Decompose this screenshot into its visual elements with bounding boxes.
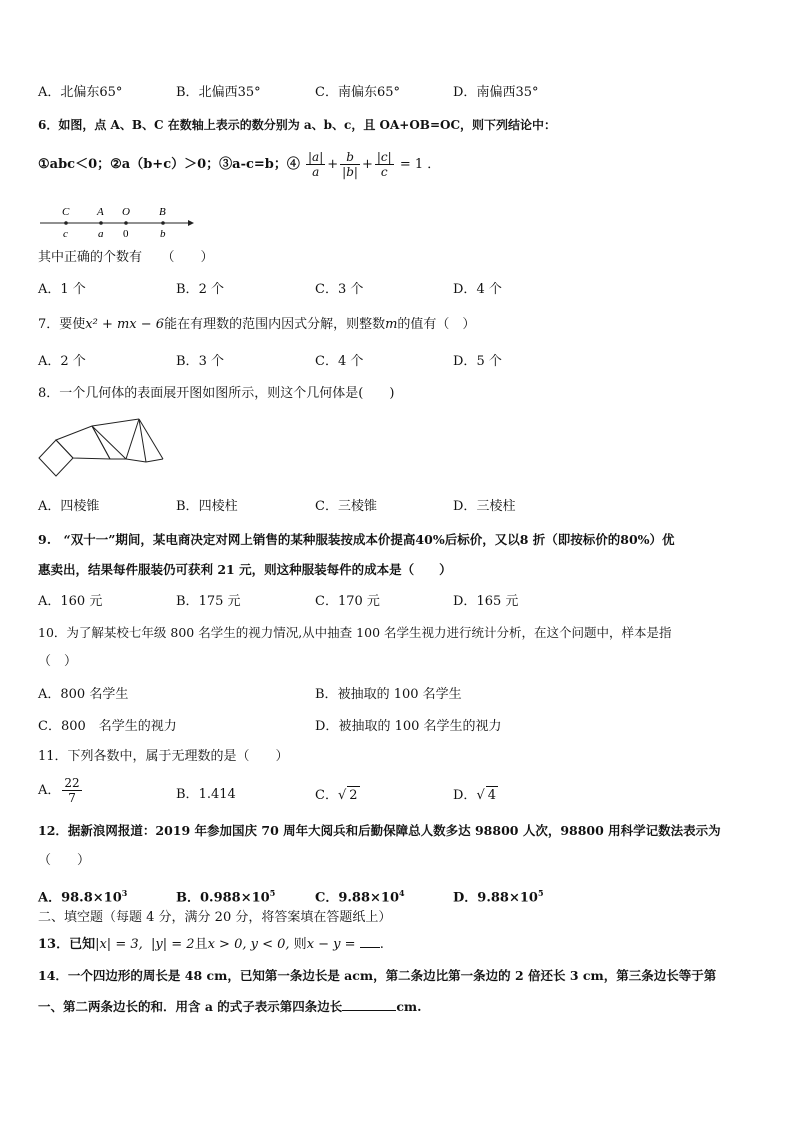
q9-option-b: B．175 元 (176, 594, 241, 609)
q9-option-c: C．170 元 (315, 594, 380, 609)
q9-line2: 惠卖出，结果每件服装仍可获利 21 元，则这种服装每件的成本是（ ） (38, 562, 452, 577)
q11-option-c: C．√ 2 (315, 788, 358, 803)
answer-blank (360, 935, 380, 948)
q8-option-a: A．四棱锥 (38, 499, 100, 514)
answer-blank (342, 998, 396, 1011)
q6-option-c: C．3 个 (315, 282, 364, 297)
q5-option-d: D．南偏西35° (453, 85, 539, 100)
label-lower: c (63, 228, 68, 240)
point-c (64, 221, 68, 225)
q7-option-a: A．2 个 (38, 354, 86, 369)
q8-option-c: C．三棱锥 (315, 499, 377, 514)
q5-option-a: A．北偏东65° (38, 85, 123, 100)
q8-option-b: B．四棱柱 (176, 499, 238, 514)
q9-option-d: D．165 元 (453, 594, 519, 609)
q6-stem: 6．如图，点 A、B、C 在数轴上表示的数分别为 a、b、c，且 OA+OB=OC，则下列结论中： (38, 118, 557, 132)
q6-option-b: B．2 个 (176, 282, 224, 297)
q7-stem: 7．要使x² + mx − 6能在有理数的范围内因式分解，则整数m的值有（ ） (38, 317, 476, 332)
q12-option-c: C．$9.88\times 10^4$ (315, 888, 405, 906)
fraction: $\frac{|c|}{c}$ (376, 150, 392, 179)
fraction: $\frac{b}{|b|}$ (342, 150, 358, 179)
q7-option-d: D．5 个 (453, 354, 502, 369)
q7-option-c: C．4 个 (315, 354, 364, 369)
q10-option-b: B．被抽取的 100 名学生 (315, 687, 462, 702)
q14-line1: 14．一个四边形的周长是 48 cm，已知第一条边长是 acm，第二条边比第一条边的 2 倍还长 3 cm，第三条边长等于第 (38, 968, 717, 983)
label-upper: B (159, 206, 166, 218)
label-upper: A (97, 206, 104, 218)
q10-option-a: A．800 名学生 (38, 687, 129, 702)
q12-option-d: D．$9.88\times 10^5$ (453, 888, 544, 906)
q14-line2: 一、第二两条边长的和．用含 a 的式子表示第四条边长 cm. (38, 999, 422, 1014)
q5-option-c: C．南偏东65° (315, 85, 400, 100)
q8-option-d: D．三棱柱 (453, 499, 516, 514)
net-figure (36, 412, 168, 486)
q12-line1: 12．据新浪网报道：2019 年参加国庆 70 周年大阅兵和后勤保障总人数多达 98800 人次，98800 用科学记数法表示为 (38, 823, 721, 838)
q10-option-d: D．被抽取的 100 名学生的视力 (315, 719, 502, 734)
q10-line2: （ ） (38, 654, 78, 669)
fraction: $\frac{|a|}{a}$ (308, 150, 324, 179)
label-lower: b (160, 228, 166, 240)
number-line-figure (36, 200, 196, 242)
label-upper: C (62, 206, 70, 218)
q10-option-c: C．800 名学生的视力 (38, 719, 177, 734)
q12-line2: （ ） (38, 853, 91, 868)
q11-stem: 11．下列各数中，属于无理数的是（ ） (38, 749, 289, 764)
q6-conditions: ①abc＜0；②a（b+c）＞0；③a-c=b；④ $\frac{|a|}{a}$ + $\frac{b}{|b|}$ + $\frac{|c|}{c}$ = 1 ． (38, 150, 441, 179)
q6-question: 其中正确的个数有 （ ） (38, 250, 214, 265)
q12-option-b: B．$0.988\times 10^5$ (176, 888, 276, 906)
q11-option-d: D．√ 4 (453, 788, 497, 803)
q9-option-a: A．160 元 (38, 594, 103, 609)
q6-option-a: A．1 个 (38, 282, 86, 297)
q11-option-a: A． $\frac{22}{7}$ (38, 776, 80, 805)
q8-stem: 8．一个几何体的表面展开图如图所示，则这个几何体是( ) (38, 386, 395, 401)
q5-option-b: B．北偏西35° (176, 85, 261, 100)
point-a (99, 221, 103, 225)
q6-option-d: D．4 个 (453, 282, 502, 297)
section-heading: 二、填空题（每题 4 分，满分 20 分，将答案填在答题纸上） (38, 910, 392, 925)
label-upper: O (122, 206, 130, 218)
label-lower: 0 (123, 228, 129, 240)
q11-option-b: B．1.414 (176, 787, 236, 802)
q12-option-a: A．$98.8\times 10^3$ (38, 888, 128, 906)
q10-line1: 10．为了解某校七年级 800 名学生的视力情况,从中抽查 100 名学生视力进行统计分析，在这个问题中，样本是指 (38, 625, 672, 640)
point-o (124, 221, 128, 225)
q7-option-b: B．3 个 (176, 354, 224, 369)
point-b (161, 221, 165, 225)
q13-stem: 13．已知|x| = 3, |y| = 2且x > 0, y < 0, 则x − y = . (38, 937, 384, 952)
q9-line1: 9. “双十一”期间，某电商决定对网上销售的某种服装按成本价提高40%后标价，又以8 折（即按标价的80%）优 (38, 532, 675, 547)
label-lower: a (98, 228, 104, 240)
